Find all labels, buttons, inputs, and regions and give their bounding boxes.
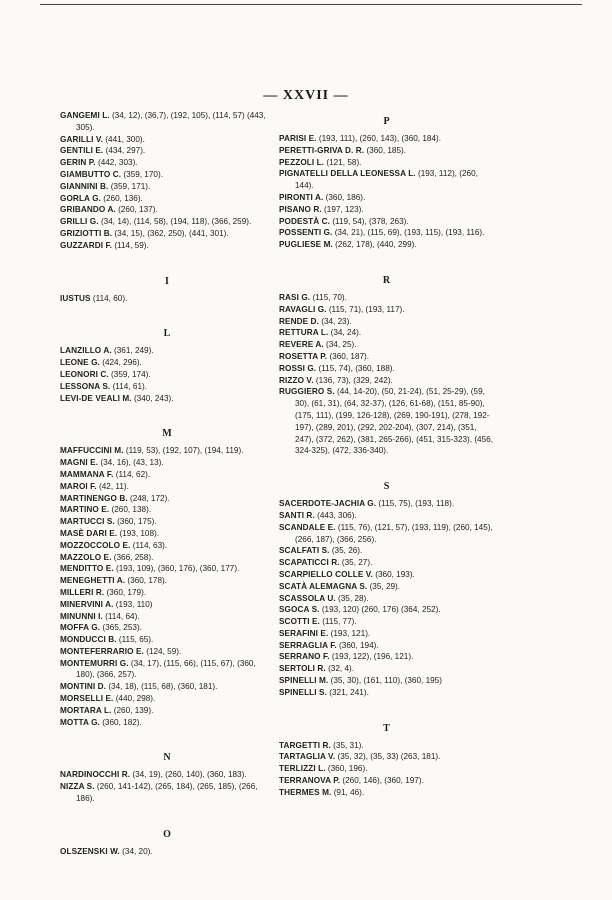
- author-name: MAROI F.: [60, 481, 97, 491]
- index-entry: [60, 846, 275, 858]
- author-name: SCASSOLA U.: [279, 593, 336, 603]
- index-entry: [279, 628, 495, 640]
- page-references: (35, 27).: [341, 558, 373, 568]
- index-entry: [279, 216, 495, 228]
- index-entry: [60, 240, 275, 252]
- page-references: (34, 15), (362, 250), (441, 301).: [114, 228, 229, 238]
- author-name: PERETTI-GRIVA D. R.: [279, 145, 365, 155]
- index-entry: [60, 445, 275, 457]
- index-entry: [60, 504, 275, 516]
- author-name: MORTARA L.: [60, 705, 112, 715]
- top-rule: [40, 4, 582, 5]
- index-entry: [60, 769, 275, 781]
- author-name: LEVI-DE VEALI M.: [60, 393, 132, 403]
- index-entry: [60, 169, 275, 181]
- section-spacer: [60, 728, 275, 746]
- page-references: (34, 17), (115, 66), (115, 67), (360, 180), (366, 257).: [76, 658, 256, 680]
- index-entry: [60, 599, 275, 611]
- author-name: RAVAGLI G.: [279, 304, 327, 314]
- index-entry: [60, 393, 275, 405]
- author-name: SCARPIELLO COLLE V.: [279, 569, 373, 579]
- page-references: (321, 241).: [329, 687, 369, 697]
- author-name: SGOCA S.: [279, 605, 320, 615]
- index-entry: [279, 498, 495, 510]
- index-entry: [60, 693, 275, 705]
- index-entry: [60, 717, 275, 729]
- page-references: (32, 4).: [328, 664, 355, 674]
- index-entry: [279, 168, 495, 192]
- index-entry: [279, 687, 495, 699]
- page-references: (260, 137).: [118, 205, 158, 215]
- index-entry: [279, 604, 495, 616]
- author-name: MILLERI R.: [60, 587, 105, 597]
- page-references: (34, 23).: [321, 316, 352, 326]
- author-name: MONDUCCI B.: [60, 635, 117, 645]
- page-references: (115, 70).: [312, 292, 347, 302]
- index-entry: [60, 228, 275, 240]
- page-references: (442, 303).: [97, 158, 138, 168]
- index-section: [60, 404, 275, 728]
- page-references: (193, 109), (360, 176), (360, 177).: [116, 564, 240, 574]
- index-entry: [60, 204, 275, 216]
- index-entry: [279, 192, 495, 204]
- index-entry: [60, 145, 275, 157]
- index-entry: [279, 616, 495, 628]
- page-references: (119, 54), (378, 263).: [332, 216, 409, 226]
- index-entry: [60, 457, 275, 469]
- page-references: (260, 136).: [103, 193, 143, 203]
- author-name: MOFFA G.: [60, 623, 101, 633]
- index-section: [60, 304, 275, 404]
- section-spacer: [60, 304, 275, 322]
- index-entry: [60, 646, 275, 658]
- author-name: PISANO R.: [279, 204, 322, 214]
- index-entry: [60, 493, 275, 505]
- page-references: (434, 297).: [105, 146, 146, 156]
- page-references: (34, 24).: [330, 328, 362, 338]
- index-entry: [60, 540, 275, 552]
- author-name: PIRONTI A.: [279, 192, 324, 202]
- index-section: [279, 457, 495, 699]
- page-references: (193, 110): [115, 599, 153, 609]
- author-name: TARGETTI R.: [279, 740, 331, 750]
- author-name: MENEGHETTI A.: [60, 576, 126, 586]
- index-entry: [60, 528, 275, 540]
- index-entry: [60, 134, 275, 146]
- author-name: GERIN P.: [60, 158, 96, 168]
- author-name: RIZZO V.: [279, 375, 314, 385]
- author-name: GUZZARDI F.: [60, 240, 113, 250]
- author-name: ROSSI G.: [279, 363, 317, 373]
- author-name: LEONE G.: [60, 358, 100, 368]
- page-references: (115, 74), (360, 188).: [318, 363, 395, 373]
- page-references: (248, 172).: [130, 493, 170, 503]
- page-references: (365, 253).: [102, 623, 142, 633]
- index-entry: [279, 522, 495, 546]
- author-name: GRILLI G.: [60, 217, 99, 227]
- author-name: MAGNI E.: [60, 458, 99, 468]
- author-name: PODESTÀ C.: [279, 216, 331, 226]
- author-name: LEONORI C.: [60, 369, 109, 379]
- page-references: (359, 171).: [110, 181, 151, 191]
- index-entry: [279, 751, 495, 763]
- author-name: SCAPATICCI R.: [279, 558, 340, 568]
- index-entry: [279, 351, 495, 363]
- section-letter: T: [383, 722, 391, 734]
- index-entry: [279, 227, 495, 239]
- page-references: (121, 58).: [326, 157, 362, 167]
- author-name: PUGLIESE M.: [279, 240, 333, 250]
- page-references: (91, 46).: [333, 787, 365, 797]
- author-name: MAZZOLO E.: [60, 552, 112, 562]
- page-number: — XXVII —: [263, 88, 349, 103]
- section-spacer: [60, 404, 275, 422]
- page-references: (115, 76), (121, 57), (193, 119), (260, 145), (266, 187), (366, 256).: [295, 522, 493, 544]
- index-entry: [279, 145, 495, 157]
- index-entry: [279, 593, 495, 605]
- index-entry: [279, 557, 495, 569]
- index-entry: [60, 157, 275, 169]
- index-entry: [60, 563, 275, 575]
- index-section: [60, 805, 275, 858]
- section-letter: L: [163, 328, 172, 340]
- author-name: SERAFINI E.: [279, 628, 329, 638]
- index-entry: [279, 157, 495, 169]
- page-references: (119, 53), (192, 107), (194, 119).: [125, 446, 244, 456]
- index-entry: [60, 587, 275, 599]
- author-name: NIZZA S.: [60, 782, 95, 792]
- index-entry: [279, 375, 495, 387]
- author-name: MARTINENGO B.: [60, 493, 128, 503]
- page-references: (136, 73), (329, 242).: [315, 375, 393, 385]
- section-spacer: [60, 805, 275, 823]
- page-references: (360, 193).: [375, 569, 415, 579]
- page-references: (115, 77).: [322, 617, 357, 627]
- index-entry: [279, 363, 495, 375]
- author-name: IUSTUS: [60, 293, 91, 303]
- author-name: SERRANO F.: [279, 652, 330, 662]
- page-references: (114, 61).: [112, 381, 148, 391]
- section-spacer: [279, 457, 495, 475]
- index-entry: [279, 316, 495, 328]
- page-references: (114, 63).: [132, 540, 168, 550]
- index-column-left: [60, 110, 275, 858]
- author-name: MOTTA G.: [60, 717, 100, 727]
- author-name: MAMMANA F.: [60, 469, 114, 479]
- page-references: (193, 120) (260, 176) (364, 252).: [321, 605, 441, 615]
- section-letter: O: [163, 828, 172, 840]
- author-name: LESSONA S.: [60, 381, 111, 391]
- author-name: REVERE A.: [279, 340, 324, 350]
- author-name: RETTURA L.: [279, 328, 329, 338]
- page-references: (35, 32), (35, 33) (263, 181).: [337, 752, 441, 762]
- author-name: MARTUCCI S.: [60, 517, 115, 527]
- page-references: (193, 111), (260, 143), (360, 184).: [318, 134, 442, 143]
- page-references: (35, 31).: [333, 740, 364, 750]
- index-entry: [60, 293, 275, 305]
- author-name: SPINELLI M.: [279, 676, 329, 686]
- author-name: SPINELLI S.: [279, 687, 327, 697]
- index-entry: [279, 204, 495, 216]
- index-entry: [60, 634, 275, 646]
- index-entry: [60, 381, 275, 393]
- author-name: GANGEMI L.: [60, 111, 110, 120]
- index-entry: [279, 740, 495, 752]
- index-entry: [279, 787, 495, 799]
- index-section: [60, 252, 275, 305]
- page-references: (34, 18), (115, 68), (360, 181).: [108, 682, 218, 692]
- index-entry: [279, 304, 495, 316]
- author-name: MENDITTO E.: [60, 564, 114, 574]
- index-entry: [279, 545, 495, 557]
- author-name: MOZZOCCOLO E.: [60, 540, 131, 550]
- author-name: GORLA G.: [60, 193, 101, 203]
- author-name: SACERDOTE-JACHIA G.: [279, 499, 377, 509]
- section-spacer: [279, 699, 495, 717]
- author-name: GRIBANDO A.: [60, 205, 116, 215]
- page-references: (260, 139).: [113, 705, 154, 715]
- page-references: (42, 11).: [99, 481, 129, 491]
- author-name: MONTEMURRI G.: [60, 658, 129, 668]
- author-name: GENTILI E.: [60, 146, 104, 156]
- index-entry: [60, 781, 275, 805]
- page-references: (340, 243).: [133, 393, 174, 403]
- author-name: SERTOLI R.: [279, 664, 326, 674]
- index-entry: [279, 763, 495, 775]
- author-name: TARTAGLIA V.: [279, 752, 336, 762]
- index-entry: [279, 339, 495, 351]
- index-entry: [279, 775, 495, 787]
- page-references: (115, 71), (193, 117).: [328, 304, 405, 314]
- page-references: (34, 20).: [122, 846, 153, 856]
- page-references: (34, 25).: [326, 340, 357, 350]
- author-name: TERLIZZI L.: [279, 764, 326, 774]
- author-name: MASÈ DARI E.: [60, 528, 118, 538]
- page-references: (34, 14), (114, 58), (194, 118), (366, 259).: [100, 217, 252, 227]
- page-references: (115, 65).: [118, 635, 154, 645]
- page-references: (360, 196).: [327, 764, 368, 774]
- index-entry: [60, 469, 275, 481]
- page-references: (360, 178).: [127, 576, 168, 586]
- index-entry: [60, 705, 275, 717]
- index-entry: [60, 369, 275, 381]
- author-name: NARDINOCCHI R.: [60, 770, 131, 780]
- author-name: GRIZIOTTI B.: [60, 228, 113, 238]
- author-name: OLSZENSKI W.: [60, 846, 120, 856]
- page-references: (360, 182).: [102, 717, 142, 727]
- author-name: MINERVINI A.: [60, 599, 114, 609]
- page-references: (34, 21), (115, 69), (193, 115), (193, 116).: [334, 228, 485, 238]
- page-references: (114, 64).: [105, 611, 140, 621]
- index-entry: [279, 675, 495, 687]
- index-section: [60, 110, 275, 252]
- page-references: (35, 29).: [369, 581, 401, 591]
- section-letter: I: [165, 275, 170, 287]
- index-entry: [60, 611, 275, 623]
- page-references: (114, 59).: [114, 240, 149, 250]
- page-references: (360, 187).: [329, 351, 370, 361]
- page-references: (443, 306).: [317, 510, 357, 520]
- page-references: (260, 138).: [111, 505, 152, 515]
- author-name: SCALFATI S.: [279, 546, 330, 556]
- index-entry: [60, 552, 275, 564]
- page-references: (260, 141-142), (265, 184), (265, 185), (266, 186).: [76, 782, 258, 804]
- index-column-right: [279, 110, 495, 799]
- page-references: (260, 146), (360, 197).: [342, 776, 424, 786]
- section-spacer: [279, 251, 495, 269]
- index-section: [279, 251, 495, 457]
- author-name: GIANNINI B.: [60, 181, 109, 191]
- page-references: (360, 186).: [325, 192, 366, 202]
- index-entry: [279, 386, 495, 457]
- page-references: (359, 174).: [111, 369, 151, 379]
- author-name: MINUNNI I.: [60, 611, 103, 621]
- index-entry: [60, 681, 275, 693]
- page-references: (441, 300).: [105, 134, 145, 144]
- index-section: [60, 728, 275, 804]
- section-letter: S: [383, 481, 391, 493]
- page-references: (34, 19), (260, 140), (360, 183).: [132, 770, 247, 780]
- page-references: (360, 179).: [106, 587, 147, 597]
- index-entry: [279, 581, 495, 593]
- page-references: (34, 16), (43, 13).: [100, 458, 164, 468]
- page-references: (360, 194).: [339, 640, 379, 650]
- author-name: GIAMBUTTO C.: [60, 169, 122, 179]
- section-spacer: [60, 252, 275, 270]
- page-references: (35, 26).: [331, 546, 363, 556]
- section-letter: R: [382, 274, 392, 286]
- index-entry: [60, 516, 275, 528]
- page-references: (197, 123).: [324, 204, 364, 214]
- index-entry: [279, 292, 495, 304]
- page-references: (262, 178), (440, 299).: [335, 240, 417, 250]
- page-references: (366, 258).: [113, 552, 154, 562]
- page-references: (35, 28).: [338, 593, 369, 603]
- page-references: (193, 122), (196, 121).: [331, 652, 414, 662]
- index-entry: [279, 640, 495, 652]
- author-name: SCANDALE E.: [279, 522, 336, 532]
- section-letter: N: [163, 752, 172, 764]
- author-name: SCATÀ ALEMAGNA S.: [279, 581, 368, 591]
- section-letter: P: [383, 116, 391, 127]
- page-references: (359, 170).: [123, 169, 163, 179]
- index-entry: [60, 658, 275, 682]
- author-name: SANTI R.: [279, 510, 315, 520]
- author-name: LANZILLO A.: [60, 346, 112, 356]
- page-references: (114, 62).: [115, 469, 151, 479]
- index-entry: [279, 569, 495, 581]
- page-references: (114, 60).: [92, 293, 128, 303]
- author-name: MONTEFERRARIO E.: [60, 646, 144, 656]
- author-name: RENDE D.: [279, 316, 319, 326]
- page-references: (360, 185).: [366, 145, 407, 155]
- author-name: GARILLI V.: [60, 134, 104, 144]
- author-name: RASI G.: [279, 292, 311, 302]
- author-name: RUGGIERO S.: [279, 387, 335, 397]
- author-name: SCOTTI E.: [279, 617, 320, 627]
- index-entry: [60, 481, 275, 493]
- index-entry: [60, 216, 275, 228]
- author-name: PARISI E.: [279, 134, 317, 143]
- page-references: (34, 12), (36,7), (192, 105), (114, 57) (443, 305).: [76, 111, 266, 132]
- index-section: [279, 116, 495, 251]
- section-letter: M: [162, 428, 173, 440]
- page-references: (35, 30), (161, 110), (360, 195): [330, 676, 442, 686]
- page-references: (361, 249).: [114, 346, 154, 356]
- index-section: [279, 699, 495, 799]
- author-name: MAFFUCCINI M.: [60, 446, 124, 456]
- page-references: (193, 112), (260, 144).: [295, 169, 478, 191]
- page-references: (424, 296).: [102, 358, 142, 368]
- index-entry: [279, 133, 495, 145]
- index-entry: [60, 357, 275, 369]
- author-name: PEZZOLI L.: [279, 157, 325, 167]
- author-name: PIGNATELLI DELLA LEONESSA L.: [279, 169, 416, 179]
- page-references: (44, 14-20), (50, 21-24), (51, 25-29), (59, 30), (61, 31), (64, 32-37), (126, 61-68), (151, 85-90), (175, 111), (199, 126-128), (269, 190-191), (278, 192-197), (289, 201), (292, 202-204), (307, 214), (351, 247), (372, 262), (381, 265-266), (451, 315-323), (456, 324-325), (472, 336-340).: [295, 387, 493, 456]
- index-entry: [60, 575, 275, 587]
- index-entry: [60, 193, 275, 205]
- author-name: SERRAGLIA F.: [279, 640, 337, 650]
- index-entry: [279, 651, 495, 663]
- author-name: MONTINI D.: [60, 682, 107, 692]
- page-references: (193, 108).: [119, 528, 160, 538]
- index-entry: [279, 663, 495, 675]
- author-name: MARTINO E.: [60, 505, 110, 515]
- index-entry: [279, 327, 495, 339]
- page-references: (115, 75), (193, 118).: [378, 499, 455, 509]
- index-entry: [279, 510, 495, 522]
- page-references: (440, 298).: [115, 694, 156, 704]
- author-name: ROSETTA P.: [279, 351, 328, 361]
- index-entry: [60, 110, 275, 134]
- index-entry: [60, 622, 275, 634]
- author-name: THERMES M.: [279, 787, 332, 797]
- author-name: TERRANOVA P.: [279, 776, 341, 786]
- page-references: (193, 121).: [330, 628, 371, 638]
- page-references: (360, 175).: [117, 517, 157, 527]
- page-references: (124, 59).: [146, 646, 182, 656]
- author-name: POSSENTI G.: [279, 228, 333, 238]
- index-entry: [60, 345, 275, 357]
- author-name: MORSELLI E.: [60, 694, 114, 704]
- index-entry: [279, 239, 495, 251]
- index-entry: [60, 181, 275, 193]
